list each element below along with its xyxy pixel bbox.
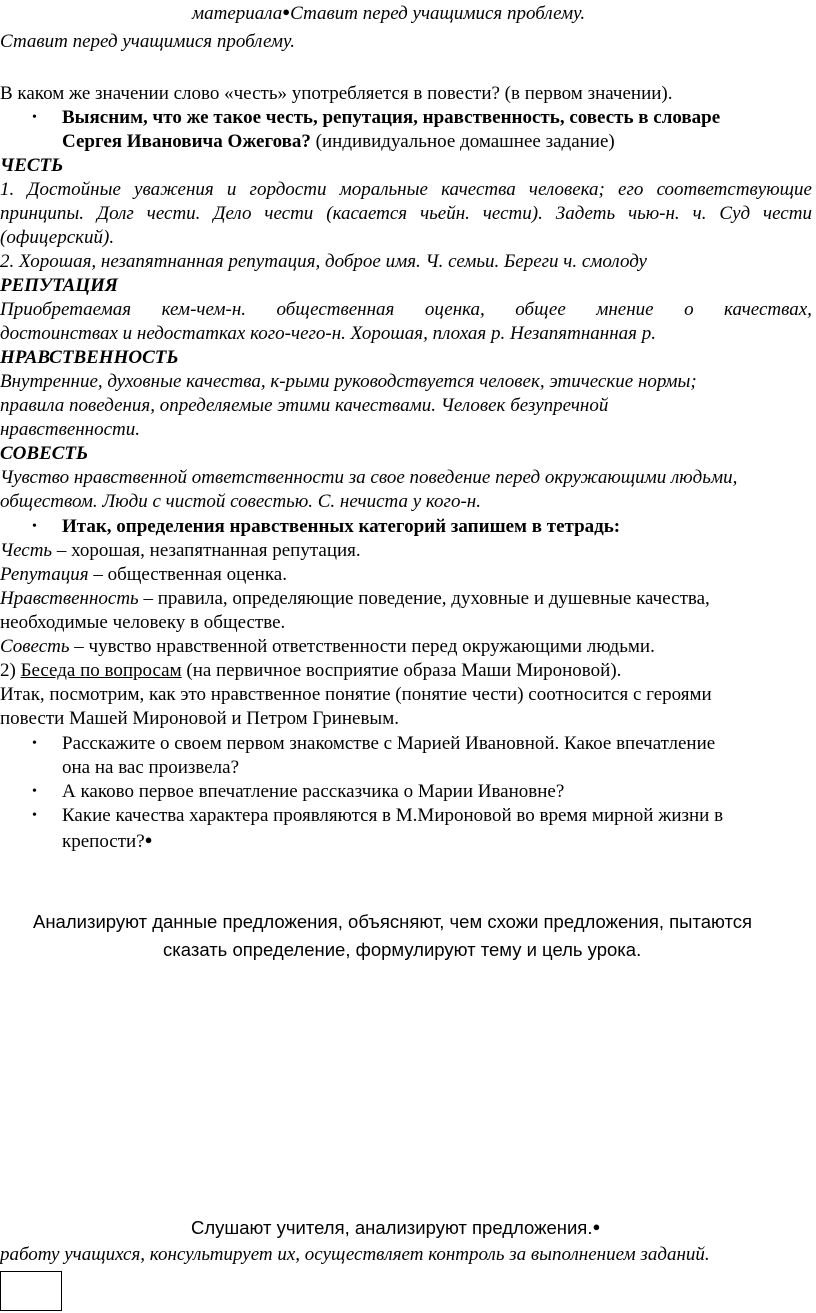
definition-morality-cont: необходимые человеку в обществе.: [0, 612, 286, 633]
task1-line1: Выясним, что же такое честь, репутация, нравственность, совесть в словаре: [62, 107, 721, 128]
honor-def-line3: (офицерский).: [0, 227, 115, 248]
transition-line1: Итак, посмотрим, как это нравственное понятие (понятие чести) соотносится с героями: [0, 684, 712, 705]
question-line: В каком же значении слово «честь» употребляется в повести? (в первом значении).: [0, 83, 673, 104]
conscience-def-line1: Чувство нравственной ответственности за свое поведение перед окружающими людьми,: [0, 467, 738, 488]
morality-heading: НРАВСТВЕННОСТЬ: [0, 347, 179, 368]
conscience-heading: СОВЕСТЬ: [0, 443, 89, 464]
conscience-def-line2: обществом. Люди с чистой совестью. С. нечиста у кого-н.: [0, 491, 481, 512]
bullet-icon: •: [32, 808, 37, 823]
bullet-icon: •: [32, 784, 37, 799]
task1-dictionary-name: Сергея Ивановича Ожегова?: [62, 131, 311, 152]
honor-def-line2: принципы. Долг чести. Дело чести (касается чьейн. чести). Задеть чью-н. ч. Суд чести: [0, 203, 812, 224]
transition-line2: повести Машей Мироновой и Петром Гриневым.: [0, 708, 399, 729]
top-line: [192, 0, 585, 26]
top-line-before: материала: [192, 3, 283, 24]
morality-def-line3: нравственности.: [0, 419, 141, 440]
honor-def-line4: 2. Хорошая, незапятнанная репутация, доброе имя. Ч. семьи. Береги ч. смолоду: [0, 251, 647, 272]
honor-heading: ЧЕСТЬ: [0, 155, 64, 176]
morality-def-line1: Внутренние, духовные качества, к-рыми руководствуется человек, этические нормы;: [0, 371, 697, 392]
task1-note: (индивидуальное домашнее задание): [310, 131, 615, 152]
question1-line2: она на вас произвела?: [62, 757, 240, 778]
definition-conscience: Совесть – чувство нравственной ответственности перед окружающими людьми.: [0, 636, 655, 657]
question2: А каково первое впечатление рассказчика о Марии Ивановне?: [62, 781, 565, 802]
talk-title: Беседа по вопросам: [20, 660, 182, 681]
morality-def-line2: правила поведения, определяемые этими качествами. Человек безупречной: [0, 395, 609, 416]
question1-line1: Расскажите о своем первом знакомстве с Марией Ивановной. Какое впечатление: [62, 733, 716, 754]
bullet-icon: •: [32, 736, 37, 751]
students-activity-line1: Анализируют данные предложения, объясняют, чем схожи предложения, пытаются: [33, 911, 752, 932]
reputation-def-line2: достоинствах и недостатках кого-чего-н. Хорошая, плохая р. Незапятнанная р.: [0, 323, 656, 344]
top-line-after: Ставит перед учащимися проблему.: [290, 3, 586, 24]
teacher-activity-line: работу учащихся, консультирует их, осуществляет контроль за выполнением заданий.: [0, 1244, 710, 1265]
honor-def-line1: 1. Достойные уважения и гордости моральные качества человека; его соответствующие: [0, 179, 812, 200]
bullet-dot-icon: ●: [282, 4, 291, 19]
question3-line2: крепости?●: [62, 831, 153, 852]
task2-line: Итак, определения нравственных категорий запишем в тетрадь:: [62, 516, 621, 537]
reputation-def-line1: Приобретаемая кем-чем-н. общественная оценка, общее мнение о качествах,: [0, 299, 812, 320]
table-cell-box: [0, 1271, 62, 1311]
bullet-dot-icon: ●: [144, 832, 153, 847]
talk-line: 2) Беседа по вопросам (на первичное восприятие образа Маши Мироновой).: [0, 660, 622, 681]
bullet-icon: •: [32, 519, 37, 534]
definition-reputation: Репутация – общественная оценка.: [0, 564, 287, 585]
students-listen-line: Слушают учителя, анализируют предложения.●: [191, 1217, 601, 1238]
intro-line: Ставит перед учащимися проблему.: [0, 31, 296, 52]
definition-morality: Нравственность – правила, определяющие поведение, духовные и душевные качества,: [0, 588, 710, 609]
task1-line2: [62, 130, 615, 154]
bullet-dot-icon: ●: [592, 1219, 601, 1234]
students-activity-line2: сказать определение, формулируют тему и цель урока.: [163, 939, 642, 960]
definition-honor: Честь – хорошая, незапятнанная репутация.: [0, 540, 361, 561]
question3-line1: Какие качества характера проявляются в М.Мироновой во время мирной жизни в: [62, 805, 724, 826]
bullet-icon: •: [32, 110, 37, 125]
reputation-heading: РЕПУТАЦИЯ: [0, 275, 119, 296]
